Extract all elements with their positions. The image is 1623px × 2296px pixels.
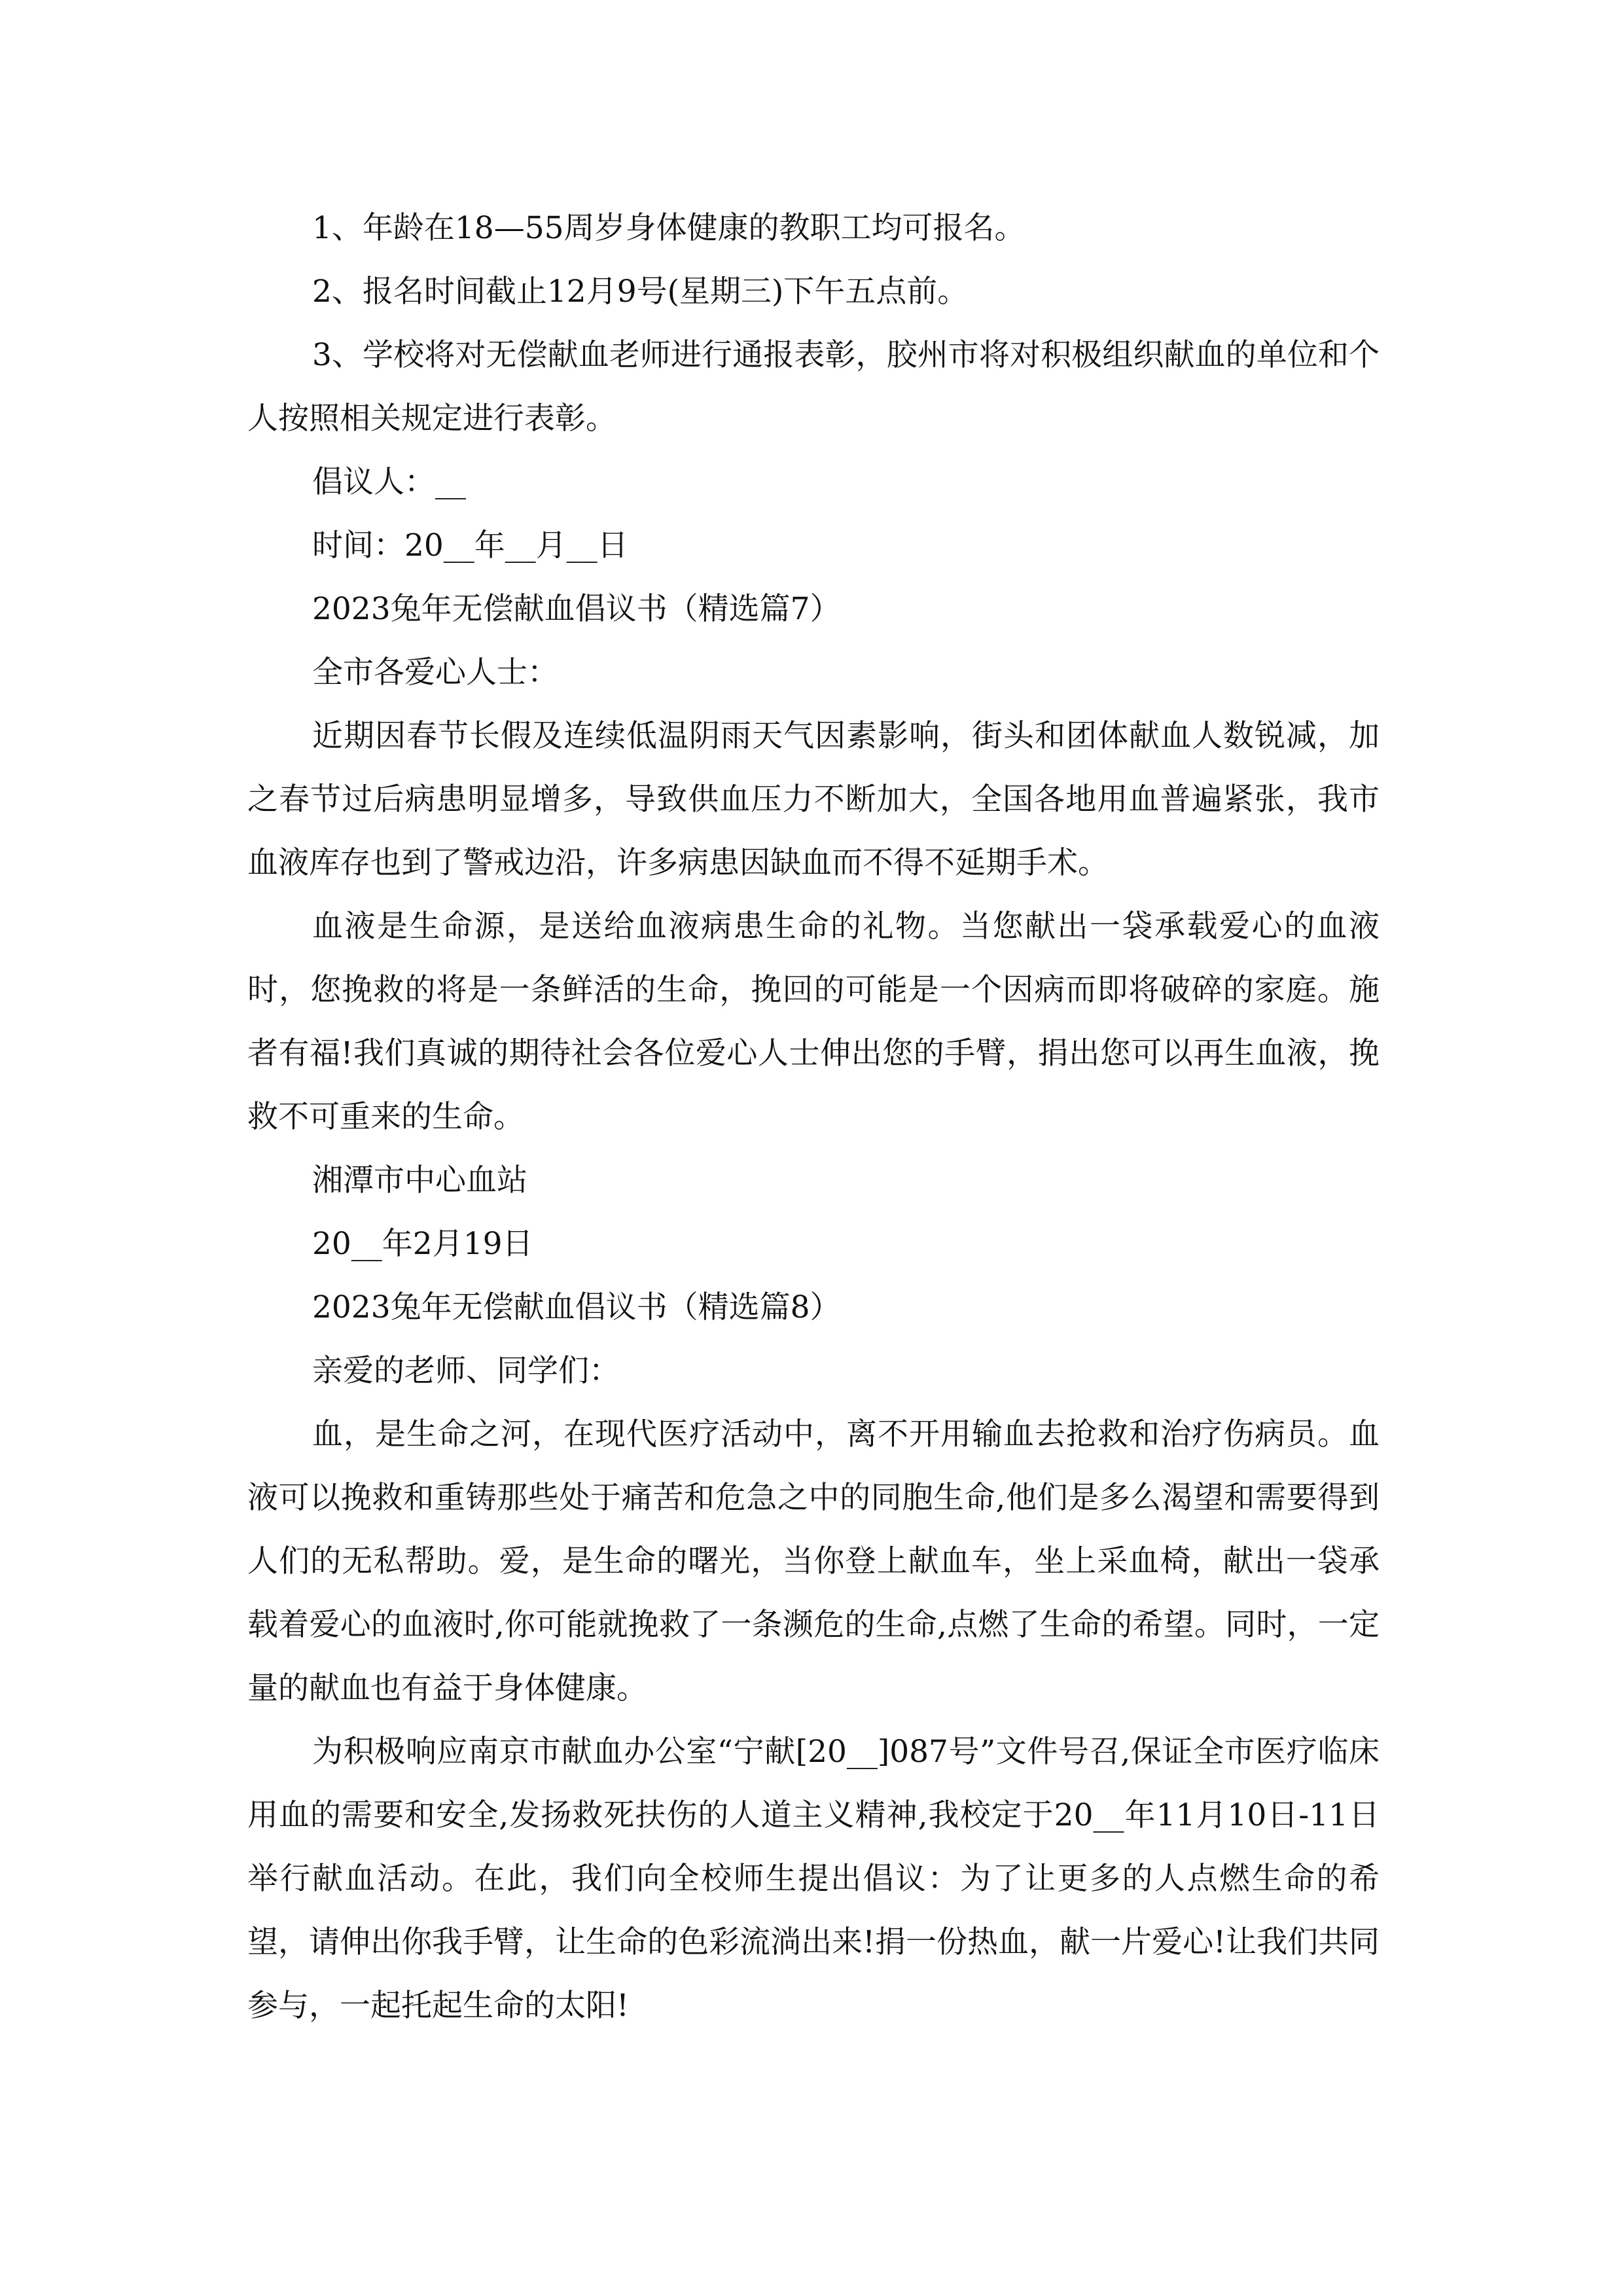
paragraph-blood-shortage: 近期因春节长假及连续低温阴雨天气因素影响，街头和团体献血人数锐减，加之春节过后病患明显增多，导致供血压力不断加大，全国各地用血普遍紧张，我市血液库存也到了警戒边沿，许多病患因缺血而不得不延期手术。: [247, 718, 1380, 881]
paragraph-commendation: 3、学校将对无偿献血老师进行通报表彰，胶州市将对积极组织献血的单位和个人按照相关规定进行表彰。: [247, 337, 1380, 437]
salutation-8: 亲爱的老师、同学们：: [312, 1353, 620, 1389]
document-page: [247, 196, 1380, 2037]
proposer-line: 倡议人：__: [312, 464, 466, 500]
paragraph-registration-deadline: 2、报名时间截止12月9号(星期三)下午五点前。: [312, 274, 969, 310]
signature-organization: 湘潭市中心血站: [312, 1162, 527, 1198]
paragraph-donation-event: 为积极响应南京市献血办公室“宁献[20__]087号”文件号召,保证全市医疗临床用血的需要和安全,发扬救死扶伤的人道主义精神,我校定于20__年11月10日-11日举行献血活动。在此，我们向全校师生提出倡议：为了让更多的人点燃生命的希望，请伸出你我手臂，让生命的色彩流淌出来!捐一份热血，献一片爱心!让我们共同参与，一起托起生命的太阳!: [247, 1734, 1380, 2024]
paragraph-blood-is-life: 血液是生命源，是送给血液病患生命的礼物。当您献出一袋承载爱心的血液时，您挽救的将是一条鲜活的生命，挽回的可能是一个因病而即将破碎的家庭。施者有福!我们真诚的期待社会各位爱心人士伸出您的手臂，捐出您可以再生血液，挽救不可重来的生命。: [247, 908, 1380, 1135]
paragraph-requirement-age: 1、年龄在18—55周岁身体健康的教职工均可报名。: [312, 210, 1026, 246]
section-heading-7: 2023兔年无偿献血倡议书（精选篇7）: [312, 591, 841, 627]
salutation-7: 全市各爱心人士：: [312, 655, 558, 691]
section-heading-8: 2023兔年无偿献血倡议书（精选篇8）: [312, 1289, 841, 1325]
signature-date: 20__年2月19日: [312, 1226, 533, 1262]
date-line: 时间：20__年__月__日: [312, 528, 628, 564]
paragraph-blood-river: 血，是生命之河，在现代医疗活动中，离不开用输血去抢救和治疗伤病员。血液可以挽救和重铸那些处于痛苦和危急之中的同胞生命,他们是多么渴望和需要得到人们的无私帮助。爱，是生命的曙光，当你登上献血车，坐上采血椅，献出一袋承载着爱心的血液时,你可能就挽救了一条濒危的生命,点燃了生命的希望。同时，一定量的献血也有益于身体健康。: [247, 1416, 1380, 1706]
